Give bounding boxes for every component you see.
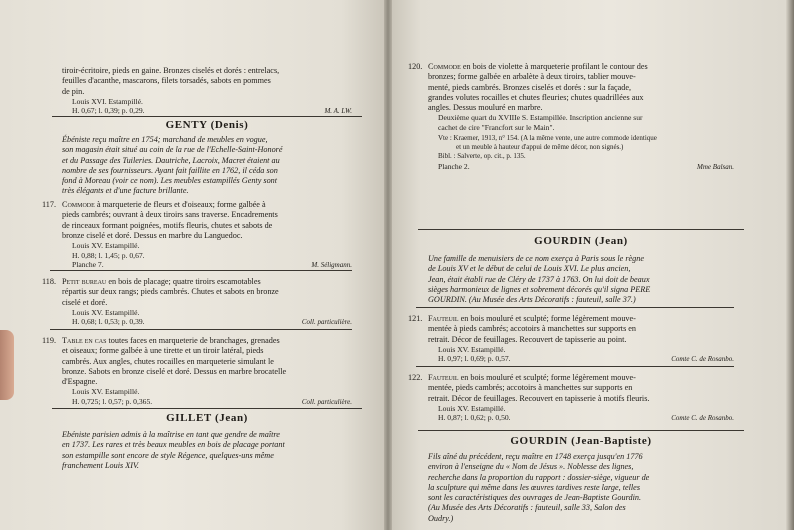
entry-title: Fauteuil — [428, 373, 459, 382]
left-page — [0, 0, 388, 530]
text-line: bronzes; forme galbée en arbalète à deux tiroirs, tablier mouve- — [428, 72, 636, 82]
text-line: bronze ciselé et doré. Dessus en marbre du Languedoc. — [62, 230, 243, 240]
gourdin-jb-section — [424, 430, 738, 448]
section-divider — [52, 116, 362, 117]
text-line: d'Espagne. — [62, 377, 98, 387]
entry-dimensions: H. 0,725; l. 0,57; p. 0,365. — [72, 396, 153, 406]
bio-line: (Au Musée des Arts Décoratifs : fauteuil, salle 33, Salon des — [428, 503, 626, 513]
entry-collection: Comte C. de Rosanbo. — [671, 414, 734, 423]
text-line: grandes volutes rocailles et chutes fleuries; chutes quadrillées aux — [428, 92, 644, 102]
catalogue-entry-117 — [42, 200, 352, 270]
section-heading-gourdin: GOURDIN (Jean) — [534, 235, 628, 247]
gourdin-biography — [428, 254, 734, 305]
entry-dimensions-row — [72, 397, 352, 407]
text-line: cambrés. Aux angles, chutes rocailles en marqueterie simulant le — [62, 356, 274, 366]
entry-first-text: en bois de placage; quatre tiroirs escamotables — [106, 277, 261, 286]
bio-line: et du Passage des Tuileries. Dautriche, Lacroix, Macret étaient au — [62, 155, 280, 165]
book-gutter — [384, 0, 392, 530]
genty-section — [58, 116, 356, 132]
genty-biography — [62, 135, 352, 197]
entry-collection: Mme Balsan. — [697, 163, 734, 172]
entry-plate-row — [438, 162, 734, 172]
gourdin-section — [424, 229, 738, 248]
entry-dimensions: H. 0,97; l. 0,69; p. 0,57. — [438, 354, 511, 364]
section-divider — [418, 430, 744, 431]
entry-dimensions: H. 0,67; l. 0,39; p. 0,29. — [72, 106, 145, 116]
entry-number: 118. — [42, 277, 57, 286]
entry-collection: Comte C. de Rosanbo. — [671, 355, 734, 364]
text-line: angles. Dessus mouluré en marbre. — [428, 103, 543, 113]
text-line: mentée à pieds cambrés; accotoirs à manchettes sur supports en — [428, 324, 637, 334]
catalogue-entry-121 — [408, 314, 734, 365]
entry-divider — [416, 366, 734, 367]
text-line: feuilles d'acanthe, mascarons, filets torsadés, sabots en pommes — [62, 76, 271, 86]
entry-plate: Planche 7. — [72, 260, 104, 269]
entry-first-text: en bois mouluré et sculpté; forme légèrement mouve- — [458, 314, 636, 323]
entry-first-line — [428, 62, 734, 72]
entry-collection: M. A. LW. — [324, 107, 352, 116]
entry-collection: Coll. particulière. — [301, 397, 352, 406]
entry-style: Louis XVI. Estampillé. — [72, 96, 143, 106]
text-line: retrait. Décor de feuillages. Recouvert en tapisserie à motifs fleuris. — [428, 393, 650, 403]
entry-number: 122. — [408, 373, 423, 382]
previous-entry-continuation — [62, 66, 352, 117]
entry-first-text: en bois de violette à marqueterie profilant le contour des — [460, 62, 648, 71]
bio-line: en 1737. Les rares et très beaux meubles en bois de placage portant — [62, 440, 285, 450]
section-heading-genty: GENTY (Denis) — [165, 119, 249, 131]
bio-line: Ébéniste reçu maître en 1754; marchand de meubles en vogue, — [62, 135, 268, 144]
bio-line: très élégants et d'une facture brillante. — [62, 186, 189, 196]
catalogue-entry-122 — [408, 373, 734, 424]
text-line: retrait. Décor de feuillages. Recouvert de tapisserie au point. — [428, 334, 627, 344]
entry-style: Louis XV. Estampillé. — [438, 344, 506, 354]
section-divider — [418, 229, 744, 230]
entry-collection: Coll. particulière. — [301, 318, 352, 327]
entry-title: Commode — [62, 200, 95, 209]
bio-line: environ à l'enseigne du « Nom de Jésus ». Noblesse des lignes, — [428, 462, 634, 472]
entry-first-line — [428, 314, 734, 324]
entry-inscription: cachet de cire "Francfort sur le Main". — [438, 122, 555, 132]
bio-line: son estampille sont encore de style Régence, quelques-uns même — [62, 450, 274, 460]
text-line: et oiseaux; forme galbée à une tirette et un tiroir latéral, pieds — [62, 346, 264, 356]
section-heading-gourdin-jean-baptiste: GOURDIN (Jean-Baptiste) — [510, 435, 652, 447]
entry-plate-row — [72, 260, 352, 270]
entry-collection: M. Séligmann. — [311, 261, 352, 269]
entry-style: Louis XV. Estampillé. — [72, 241, 140, 251]
entry-sale-note — [438, 134, 734, 151]
entry-first-line — [428, 373, 734, 383]
entry-dimensions-row — [438, 354, 734, 364]
entry-bibliography: Bibl. : Salverte, op. cit., p. 135. — [438, 152, 526, 161]
entry-style: Louis XV. Estampillé. — [72, 307, 140, 317]
bio-line: sont les caractéristiques des ouvrages de Jean-Baptiste Gourdin. — [428, 493, 641, 503]
entry-first-text: toutes faces en marqueterie de branchages, grenades — [106, 336, 280, 345]
bio-line: son magasin était situé au coin de la rue de l'Echelle-Saint-Honoré — [62, 145, 283, 155]
entry-style: Deuxième quart du XVIIIe S. Estampillée. Inscription ancienne sur — [438, 113, 643, 123]
bio-line: fond à Moreau (voir ce nom). Les meubles estampillés Genty sont — [62, 176, 278, 186]
entry-plate: Planche 2. — [438, 162, 470, 172]
entry-first-text: à marqueterie de fleurs et d'oiseaux; forme galbée à — [94, 200, 266, 209]
text-line: répartis sur deux rangs; pieds cambrés. Chutes et sabots en bronze — [62, 287, 279, 297]
entry-dimensions: H. 0,88; l. 1,45; p. 0,67. — [72, 250, 145, 260]
text-line: mentée, pieds cambrés; accotoirs à manchettes sur supports en — [428, 383, 633, 393]
right-page — [388, 0, 794, 530]
catalogue-entry-120 — [408, 62, 734, 172]
entry-dimensions-row — [438, 413, 734, 423]
sale-note-line: Vte : Kraemer, 1913, n° 154. (A la même vente, une autre commode identique — [438, 134, 657, 143]
bio-line: nombre de ses fournisseurs. Ayant fait faillite en 1762, il céda son — [62, 165, 278, 175]
entry-divider — [50, 270, 352, 271]
text-line: ciselé et doré. — [62, 297, 108, 307]
catalogue-entry-119 — [42, 336, 352, 407]
entry-number: 117. — [42, 200, 57, 209]
entry-title: Commode — [428, 62, 461, 71]
text-line: tiroir-écritoire, pieds en gaine. Bronzes ciselés et dorés : entrelacs, — [62, 66, 280, 75]
entry-dimensions-row — [72, 317, 352, 327]
entry-first-line — [62, 277, 352, 287]
entry-title: Petit bureau — [62, 277, 107, 286]
text-line: menté, pieds cambrés. Bronzes ciselés et dorés : sur la façade, — [428, 82, 632, 92]
entry-style: Louis XV. Estampillé. — [438, 403, 506, 413]
bio-line: recherche dans la proportion du rapport : dossier-siège, vigueur de — [428, 472, 650, 482]
bio-line: Oudry.) — [428, 513, 454, 523]
gourdin-jb-biography — [428, 452, 734, 524]
entry-title: Table en cas — [62, 336, 107, 345]
bio-line: de Louis XV et le début de celui de Louis XVI. Le plus ancien, — [428, 264, 631, 274]
thumb-edge — [0, 330, 14, 400]
text-line: de pin. — [62, 86, 85, 96]
entry-first-line — [62, 200, 352, 210]
entry-divider — [50, 329, 352, 330]
bio-line: la sculpture qui même dans les œuvres tardives reste large, telles — [428, 482, 641, 492]
entry-dimensions: H. 0,68; l. 0,53; p. 0,39. — [72, 317, 145, 327]
text-line: pieds cambrés; ouvrant à deux tiroirs sans traverse. Encadrements — [62, 210, 278, 220]
entry-number: 120. — [408, 62, 423, 71]
section-divider — [52, 408, 362, 409]
sale-note-line: et un meuble à hauteur d'appui de même décor, non signés.) — [456, 142, 624, 151]
entry-number: 121. — [408, 314, 423, 323]
entry-divider — [416, 307, 734, 308]
bio-line: Fils aîné du précédent, reçu maître en 1748 exerça jusqu'en 1776 — [428, 452, 643, 461]
entry-style: Louis XV. Estampillé. — [72, 387, 140, 397]
bio-line: Une famille de menuisiers de ce nom exerça à Paris sous le règne — [428, 254, 645, 263]
entry-number: 119. — [42, 336, 57, 345]
section-heading-gillet: GILLET (Jean) — [166, 412, 248, 424]
gillet-biography — [62, 430, 352, 471]
text-line: bronze. Sabots en bronze ciselé et doré. Dessus en marbre brocatelle — [62, 366, 287, 376]
entry-dimensions: H. 0,87; l. 0,62; p. 0,50. — [438, 413, 511, 423]
entry-title: Fauteuil — [428, 314, 459, 323]
gillet-section — [58, 408, 356, 425]
bio-line: Jean, était établi rue de Cléry de 1737 à 1763. On lui doit de beaux — [428, 274, 650, 284]
text-line: de rinceaux formant poignées, motifs fleuris, chutes et sabots de — [62, 220, 273, 230]
entry-first-text: en bois mouluré et sculpté; forme légèrement mouve- — [458, 373, 636, 382]
bio-line: franchement Louis XIV. — [62, 460, 139, 470]
bio-line: sièges harmonieux de lignes et sobrement décorés qu'il signa PERE — [428, 284, 651, 294]
bio-line: Ebéniste parisien admis à la maîtrise en tant que gendre de maître — [62, 430, 280, 439]
catalogue-entry-118 — [42, 277, 352, 328]
page-edge — [786, 0, 794, 530]
entry-first-line — [62, 336, 352, 346]
bio-line: GOURDIN. (Au Musée des Arts Décoratifs : fauteuil, salle 37.) — [428, 295, 636, 305]
